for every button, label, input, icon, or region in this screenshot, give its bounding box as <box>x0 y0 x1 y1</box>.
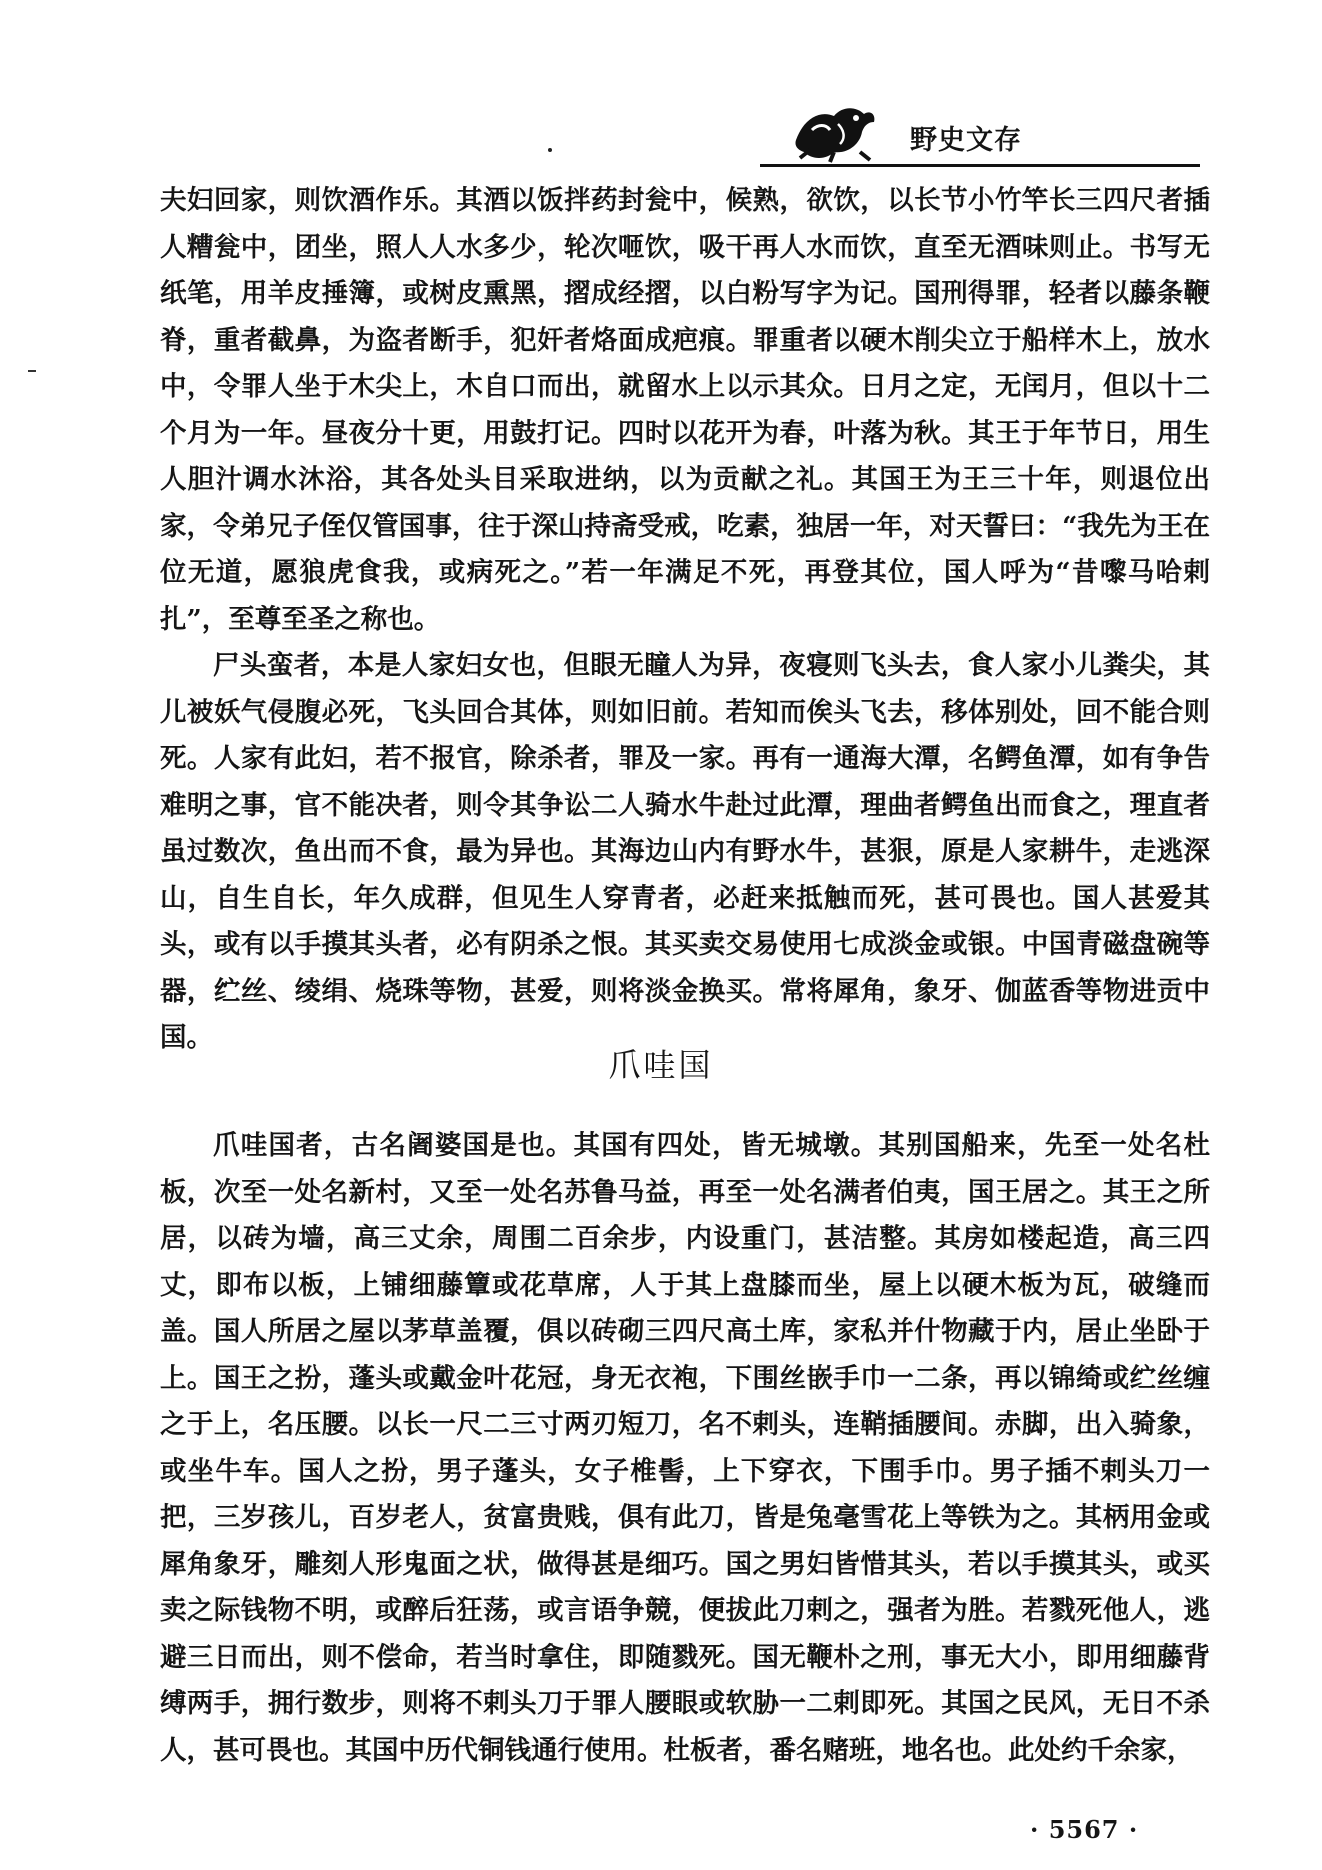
section-title: 爪哇国 <box>608 1046 714 1084</box>
running-header <box>760 92 1210 172</box>
header-rule <box>760 164 1200 167</box>
page-number: · 5567 · <box>1030 1815 1139 1844</box>
paragraph: 尸头蛮者，本是人家妇女也，但眼无瞳人为异，夜寝则飞头去，食人家小儿粪尖，其儿被妖气侵腹必死，飞头回合其体，则如旧前。若知而俟头飞去，移体别处，回不能合则死。人家有此妇，若不报官，除杀者，罪及一家。再有一通海大潭，名鳄鱼潭，如有争告难明之事，官不能决者，则令其争讼二人骑水牛赴过此潭，理曲者鳄鱼出而食之，理直者虽过数次，鱼出而不食，最为异也。其海边山内有野水牛，甚狠，原是人家耕牛，走逃深山，自生自长，年久成群，但见生人穿青者，必赶来抵触而死，甚可畏也。国人甚爱其头，或有以手摸其头者，必有阴杀之恨。其买卖交易使用七成淡金或银。中国青磁盘碗等器，纻丝、绫绢、烧珠等物，甚爱，则将淡金换买。常将犀角，象牙、伽蓝香等物进贡中国。 <box>160 650 1210 1053</box>
body-text-top <box>160 178 1210 1062</box>
decorative-dot <box>548 148 552 152</box>
body-text-bottom <box>160 1123 1210 1774</box>
dragon-icon <box>790 100 878 164</box>
margin-mark <box>28 370 36 372</box>
running-header-title: 野史文存 <box>910 125 1022 156</box>
paragraph: 夫妇回家，则饮酒作乐。其酒以饭拌药封瓮中，候熟，欲饮，以长节小竹竿长三四尺者插人糟瓮中，团坐，照人人水多少，轮次咂饮，吸干再人水而饮，直至无酒味则止。书写无纸笔，用羊皮捶簿，或树皮熏黑，摺成经摺，以白粉写字为记。国刑得罪，轻者以藤条鞭脊，重者截鼻，为盗者断手，犯奸者烙面成疤痕。罪重者以硬木削尖立于船样木上，放水中，令罪人坐于木尖上，木自口而出，就留水上以示其众。日月之定，无闰月，但以十二个月为一年。昼夜分十更，用鼓打记。四时以花开为春，叶落为秋。其王于年节日，用生人胆汁调水沐浴，其各处头目采取进纳，以为贡献之礼。其国王为王三十年，则退位出家，令弟兄子侄仅管国事，往于深山持斋受戒，吃素，独居一年，对天誓曰：“我先为王在位无道，愿狼虎食我，或病死之。”若一年满足不死，再登其位，国人呼为“昔嚟马哈剌扎”，至尊至圣之称也。 <box>160 185 1210 635</box>
paragraph: 爪哇国者，古名阇婆国是也。其国有四处，皆无城墩。其别国船来，先至一处名杜板，次至一处名新村，又至一处名苏鲁马益，再至一处名满者伯夷，国王居之。其王之所居，以砖为墙，高三丈余，周围二百余步，内设重门，甚洁整。其房如楼起造，高三四丈，即布以板，上铺细藤簟或花草席，人于其上盘膝而坐，屋上以硬木板为瓦，破缝而盖。国人所居之屋以茅草盖覆，俱以砖砌三四尺高土库，家私并什物藏于内，居止坐卧于上。国王之扮，蓬头或戴金叶花冠，身无衣袍，下围丝嵌手巾一二条，再以锦绮或纻丝缠之于上，名压腰。以长一尺二三寸两刃短刀，名不剌头，连鞘插腰间。赤脚，出入骑象，或坐牛车。国人之扮，男子蓬头，女子椎髻，上下穿衣，下围手巾。男子插不剌头刀一把，三岁孩儿，百岁老人，贫富贵贱，俱有此刀，皆是兔毫雪花上等铁为之。其柄用金或犀角象牙，雕刻人形鬼面之状，做得甚是细巧。国之男妇皆惜其头，若以手摸其头，或买卖之际钱物不明，或醉后狂荡，或言语争競，便拔此刀剌之，强者为胜。若戮死他人，逃避三日而出，则不偿命，若当时拿住，即随戮死。国无鞭朴之刑，事无大小，即用细藤背缚两手，拥行数步，则将不剌头刀于罪人腰眼或软胁一二剌即死。其国之民风，无日不杀人，甚可畏也。其国中历代铜钱通行使用。杜板者，番名赌班，地名也。此处约千余家， <box>160 1130 1210 1766</box>
